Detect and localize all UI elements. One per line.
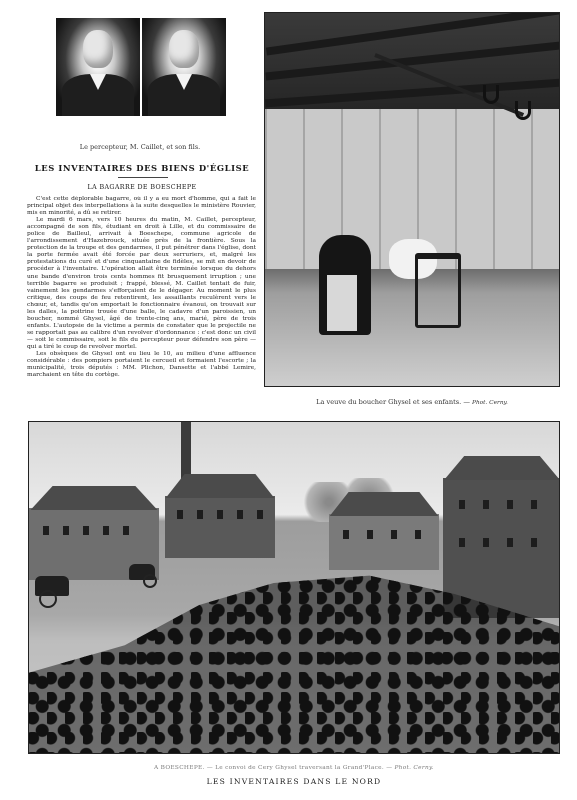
meat-hook	[515, 101, 531, 120]
building-center	[165, 496, 275, 558]
chair	[415, 253, 461, 328]
window	[367, 530, 373, 539]
window	[343, 530, 349, 539]
title-divider	[118, 177, 168, 178]
window	[63, 526, 69, 535]
procession-photo-caption: A BOESCHEPE. — Le convoi de Cery Ghysel traversant la Grand'Place. — Phot. Cerny.	[154, 765, 434, 771]
window	[391, 530, 397, 539]
window	[43, 526, 49, 535]
photo-credit: Phot. Cerny.	[394, 765, 434, 771]
caption-text: La veuve du boucher Ghysel et ses enfants.	[316, 398, 462, 406]
portrait-father	[56, 18, 140, 116]
window	[217, 510, 223, 519]
apron	[327, 275, 357, 331]
article-paragraph: C'est cette déplorable bagarre, où il y a eu mort d'homme, qui a fait le principal objet des interpellations à la suite desquelles le ministère Rouvier, mis en minorité, a dû se retirer.	[27, 196, 256, 217]
article-body	[27, 196, 256, 410]
procession-photo	[28, 421, 560, 754]
widow-photo	[264, 12, 560, 387]
window	[507, 538, 513, 547]
portrait-caption: Le percepteur, M. Caillet, et son fils.	[79, 143, 201, 151]
carriage-wheel	[39, 590, 57, 608]
window	[197, 510, 203, 519]
portrait-face	[83, 30, 113, 68]
roof	[28, 486, 163, 510]
article-title: LES INVENTAIRES DES BIENS D'ÉGLISE	[34, 163, 250, 173]
photo-credit: Phot. Cerny.	[472, 400, 508, 406]
roof	[439, 456, 560, 480]
window	[459, 500, 465, 509]
window	[103, 526, 109, 535]
caption-text: A BOESCHEPE. — Le convoi de Cery Ghysel traversant la Grand'Place.	[154, 765, 385, 771]
section-title: LES INVENTAIRES DANS LE NORD	[206, 777, 382, 786]
building-right	[329, 514, 439, 570]
window	[123, 526, 129, 535]
window	[415, 530, 421, 539]
window	[257, 510, 263, 519]
window	[507, 500, 513, 509]
portrait-face	[169, 30, 199, 68]
window	[483, 538, 489, 547]
article-subtitle: LA BAGARRE DE BOESCHEPE	[87, 184, 197, 191]
window	[459, 538, 465, 547]
widow-photo-caption: La veuve du boucher Ghysel et ses enfants. — Phot. Cerny.	[316, 398, 508, 406]
article-paragraph: Les obsèques de Ghysel ont eu lieu le 10, au milieu d'une affluence considérable : des pompiers portaient le cercueil et formaient l'escorte ; la municipalité, trois députés : MM. Plichon, Dansette et l'abbé Lemire, marchaient en tête du cortège.	[27, 351, 256, 379]
window	[237, 510, 243, 519]
floor	[265, 269, 560, 387]
window	[531, 500, 537, 509]
window	[83, 526, 89, 535]
window	[177, 510, 183, 519]
carriage-wheel	[143, 574, 157, 588]
meat-hook	[483, 85, 499, 104]
window	[531, 538, 537, 547]
window	[483, 500, 489, 509]
article-paragraph: Le mardi 6 mars, vers 10 heures du matin, M. Caillet, percepteur, accompagné de son fils, étudiant en droit à Lille, et du commissaire de police de Bailleul, arrivait à Boeschepe, commune agricole de l'arrondissement d'Hazebrouck, située près de la frontière. Sous la protection de la troupe et des gendarmes, il put pénétrer dans l'église, dont la porte fermée avait été forcée par deux serruriers, et, malgré les protestations du curé et d'une cinquantaine de fidèles, se mit en devoir de procéder à l'inventaire. L'opération allait être terminée lorsque du dehors une bande d'environ trois cents hommes fit brusquement irruption ; une terrible bagarre se produisit ; frappé, blessé, M. Caillet tentait de fuir, vainement les gendarmes s'efforçaient de le dégager. Au moment le plus critique, des coups de feu retentirent, les assaillants reculèrent vers le chœur, et, tandis qu'on emportait le fonctionnaire évanoui, on trouvait sur les dalles, la poitrine trouée d'une balle, le cadavre d'un paroissien, un boucher, nommé Ghysel, âgé de trente-cinq ans, marié, père de trois enfants. L'autopsie de la victime a permis de constater que le projectile ne se rapportait pas au calibre d'un revolver d'ordonnance : c'est donc un civil — soit le commissaire, soit le fils du percepteur pour défendre son père — qui a tiré le coup de revolver mortel.	[27, 217, 256, 350]
portrait-son	[142, 18, 226, 116]
roof	[161, 474, 279, 498]
